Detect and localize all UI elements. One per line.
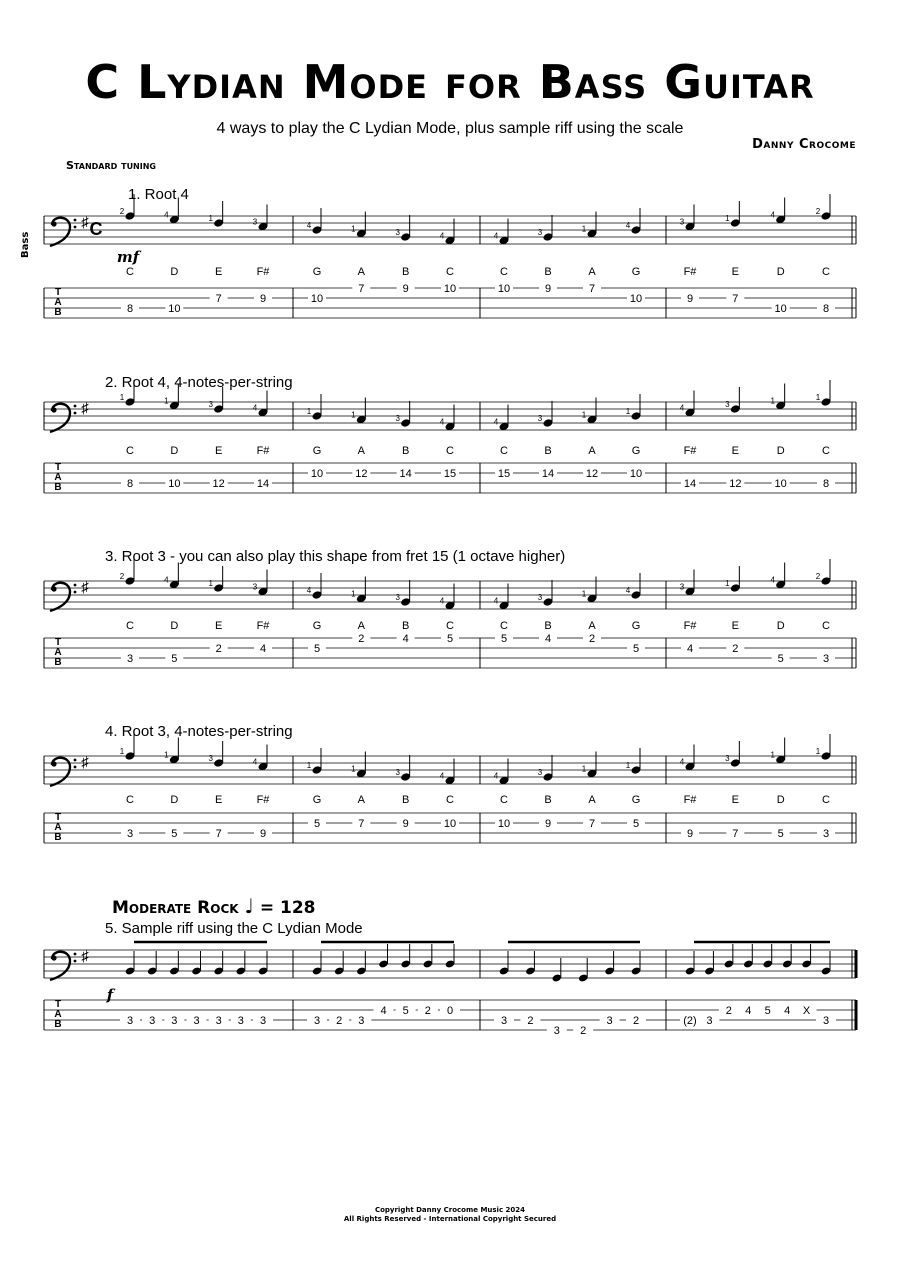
tab-fret-number: 4 <box>259 643 267 655</box>
fingering-number: 4 <box>306 586 312 595</box>
note-name-label: B <box>401 266 410 278</box>
tab-fret-number: 3 <box>822 1015 830 1027</box>
bass-clef-dot <box>74 591 77 594</box>
tab-fret-number: 10 <box>443 283 457 295</box>
fingering-number: 4 <box>770 210 775 220</box>
fingering-number: 4 <box>493 596 499 606</box>
tab-fret-number: 10 <box>497 283 511 295</box>
tab-fret-number: 4 <box>402 633 409 645</box>
note-name-label: A <box>588 266 596 278</box>
tab-fret-number: 4 <box>745 1005 752 1017</box>
fingering-number: 4 <box>439 596 445 606</box>
tab-fret-number: 9 <box>686 828 694 840</box>
tab-fret-number: 9 <box>402 283 409 295</box>
note-name-label: D <box>776 620 785 632</box>
fingering-number: 1 <box>351 764 356 774</box>
tab-fret-number: 5 <box>313 818 321 830</box>
tab-fret-number: 9 <box>544 818 552 830</box>
notation-1 <box>120 194 835 315</box>
fingering-number: 1 <box>306 761 312 770</box>
tab-fret-number: 10 <box>497 818 511 830</box>
note-name-label: F# <box>683 445 697 457</box>
tab-clef-letter: B <box>54 1019 62 1030</box>
fingering-number: 1 <box>119 747 125 756</box>
page-subtitle: 4 ways to play the C Lydian Mode, plus sample riff using the scale <box>216 120 684 137</box>
note-name-label: F# <box>256 794 270 806</box>
section-title-5: 5. Sample riff using the C Lydian Mode <box>105 920 363 937</box>
notation-3 <box>120 559 835 665</box>
tab-fret-number: 2 <box>358 633 365 645</box>
tab-fret-number: 10 <box>443 818 457 830</box>
tab-fret-number: 7 <box>215 293 222 305</box>
section-title-2: 2. Root 4, 4-notes-per-string <box>105 374 293 391</box>
bass-clef-dot <box>74 219 77 222</box>
note-name-label: D <box>170 266 179 278</box>
note-name-label: E <box>731 794 740 806</box>
tab-fret-number: 7 <box>358 283 365 295</box>
note-name-label: C <box>500 794 508 806</box>
note-name-label: E <box>214 794 223 806</box>
fingering-number: 3 <box>395 593 400 602</box>
tab-fret-number: 14 <box>256 478 270 490</box>
note-name-label: C <box>500 620 508 632</box>
fingering-number: 1 <box>581 764 587 774</box>
tab-fret-number: 2 <box>632 1015 640 1027</box>
tab-fret-number: 10 <box>629 468 643 480</box>
note-name-label: E <box>731 445 740 457</box>
note-name-label: F# <box>683 266 697 278</box>
tab-fret-number: 9 <box>544 283 552 295</box>
note-name-label: G <box>312 794 322 806</box>
note-name-label: C <box>126 620 134 632</box>
fingering-number: 4 <box>625 586 631 595</box>
note-name-label: E <box>214 266 223 278</box>
tab-fret-number: 3 <box>149 1015 156 1027</box>
tab-fret-number: 10 <box>774 478 787 490</box>
tab-fret-number: 10 <box>310 293 324 305</box>
tab-clef-letter: A <box>54 1009 62 1020</box>
tab-fret-number: 3 <box>313 1015 321 1027</box>
tab-fret-number: 7 <box>588 283 596 295</box>
tab-fret-number: 3 <box>126 653 134 665</box>
note-name-label: C <box>822 445 830 457</box>
note-name-label: G <box>631 445 641 457</box>
tab-fret-number: 3 <box>500 1015 508 1027</box>
note-name-label: B <box>401 445 410 457</box>
fingering-number: 1 <box>351 589 356 599</box>
tempo-text: Moderate Rock <box>112 898 239 918</box>
tab-fret-number: 7 <box>732 828 739 840</box>
tab-fret-number: 5 <box>777 653 784 665</box>
bass-clef-dot <box>74 412 77 415</box>
dynamic-marking: f <box>106 986 114 1004</box>
note-name-label: E <box>731 620 740 632</box>
fingering-number: 1 <box>164 750 169 760</box>
note-name-label: G <box>631 266 641 278</box>
section-title-4: 4. Root 3, 4-notes-per-string <box>105 723 293 740</box>
fingering-number: 1 <box>725 579 730 588</box>
note-name-label: B <box>544 794 552 806</box>
tab-fret-number: 2 <box>732 643 739 655</box>
note-name-label: C <box>446 620 454 632</box>
tab-fret-number: 7 <box>732 293 739 305</box>
note-name-label: E <box>731 266 740 278</box>
fingering-number: 1 <box>625 407 631 416</box>
fingering-number: 3 <box>537 768 543 777</box>
tab-fret-number: 10 <box>168 303 181 315</box>
quarter-note-icon: ♩ <box>244 894 254 918</box>
fingering-number: 3 <box>252 217 258 227</box>
note-name-label: E <box>214 445 223 457</box>
note-name-label: C <box>822 620 830 632</box>
note-name-label: A <box>588 445 596 457</box>
note-name-label: A <box>588 794 596 806</box>
tab-clef-letter: A <box>54 472 62 483</box>
tab-clef-letter: A <box>54 822 62 833</box>
note-name-label: B <box>401 620 410 632</box>
tab-clef-letter: T <box>54 637 62 648</box>
page-title: C Lydian Mode for Bass Guitar <box>85 55 815 109</box>
note-name-label: B <box>544 266 552 278</box>
fingering-number: 3 <box>537 414 543 423</box>
fingering-number: 4 <box>306 221 312 230</box>
tab-fret-number: 9 <box>686 293 694 305</box>
note-name-label: G <box>312 620 322 632</box>
tuning-label: Standard tuning <box>66 159 156 172</box>
tab-fret-number: 5 <box>777 828 784 840</box>
tab-fret-number: 3 <box>237 1015 244 1027</box>
common-time-icon: C <box>89 219 103 239</box>
note-name-label: B <box>544 620 552 632</box>
fingering-number: 1 <box>815 747 821 756</box>
tab-fret-number: 10 <box>629 293 643 305</box>
bass-clef-dot <box>74 766 77 769</box>
tab-fret-number: 12 <box>585 468 599 480</box>
tab-clef-letter: B <box>54 307 62 318</box>
tab-fret-number: 12 <box>212 478 225 490</box>
fingering-number: 1 <box>306 407 312 416</box>
fingering-number: 3 <box>725 754 730 763</box>
fingering-number: 4 <box>493 231 499 241</box>
section-title-1: 1. Root 4 <box>128 186 189 203</box>
tab-fret-number: 14 <box>541 468 555 480</box>
note-name-label: D <box>776 266 785 278</box>
fingering-number: 1 <box>770 396 775 406</box>
tab-fret-number: 10 <box>774 303 787 315</box>
fingering-number: 4 <box>679 757 685 767</box>
fingering-number: 2 <box>815 572 821 581</box>
tab-fret-number: 9 <box>259 828 267 840</box>
dynamic-marking: mf <box>116 248 140 266</box>
note-name-label: A <box>357 620 366 632</box>
note-name-label: C <box>500 266 508 278</box>
copyright-line-2: All Rights Reserved - International Copyright Secured <box>343 1215 557 1223</box>
tab-fret-number: 8 <box>126 303 134 315</box>
note-name-label: F# <box>683 794 697 806</box>
fingering-number: 4 <box>252 757 258 767</box>
composer-name: Danny Crocome <box>752 137 856 152</box>
note-name-label: C <box>500 445 508 457</box>
tab-fret-number: 3 <box>171 1015 178 1027</box>
note-name-label: C <box>446 445 454 457</box>
fingering-number: 3 <box>537 593 543 602</box>
fingering-number: 4 <box>164 575 169 585</box>
fingering-number: 2 <box>815 207 821 216</box>
tab-fret-number: 8 <box>126 478 134 490</box>
tab-fret-number: 8 <box>822 303 830 315</box>
tab-fret-number: 2 <box>580 1025 587 1037</box>
tab-clef-letter: T <box>54 287 62 298</box>
fingering-number: 3 <box>395 228 400 237</box>
note-name-label: A <box>357 445 366 457</box>
note-name-label: G <box>312 266 322 278</box>
bass-clef-dot <box>74 960 77 963</box>
note-name-label: A <box>357 266 366 278</box>
tab-fret-number: 3 <box>822 828 830 840</box>
fingering-number: 2 <box>119 207 125 216</box>
tab-fret-number: 15 <box>497 468 511 480</box>
fingering-number: 4 <box>439 231 445 241</box>
tab-fret-number: 15 <box>443 468 457 480</box>
fingering-number: 1 <box>351 410 356 420</box>
sharp-key-signature-icon: ♯ <box>81 754 89 771</box>
tab-fret-number: 3 <box>706 1015 713 1027</box>
bass-clef-dot <box>74 584 77 587</box>
tab-fret-number: 4 <box>686 643 694 655</box>
fingering-number: 4 <box>625 221 631 230</box>
tab-fret-number: 7 <box>588 818 596 830</box>
fingering-number: 1 <box>164 396 169 406</box>
tab-fret-number: 5 <box>632 643 640 655</box>
tab-fret-number: 8 <box>822 478 830 490</box>
tab-fret-number: X <box>802 1005 811 1017</box>
tab-fret-number: 5 <box>171 828 178 840</box>
fingering-number: 1 <box>119 393 125 402</box>
tab-clef-letter: A <box>54 297 62 308</box>
tab-fret-number: 14 <box>683 478 697 490</box>
tab-clef-letter: T <box>54 999 62 1010</box>
fingering-number: 4 <box>164 210 169 220</box>
bass-clef-icon <box>51 407 56 412</box>
notation-riff <box>120 942 836 1037</box>
fingering-number: 4 <box>493 417 499 427</box>
tab-clef-letter: B <box>54 482 62 493</box>
bass-clef-icon <box>51 221 56 226</box>
note-name-label: G <box>631 620 641 632</box>
tab-fret-number: 9 <box>259 293 267 305</box>
note-name-label: E <box>214 620 223 632</box>
fingering-number: 3 <box>395 768 400 777</box>
section-title-3: 3. Root 3 - you can also play this shape from fret 15 (1 octave higher) <box>105 548 566 565</box>
fingering-number: 1 <box>770 750 775 760</box>
fingering-number: 3 <box>395 414 400 423</box>
tab-fret-number: 3 <box>126 828 134 840</box>
fingering-number: 1 <box>208 579 213 588</box>
tab-fret-number: 0 <box>446 1005 454 1017</box>
tab-fret-number: 10 <box>310 468 324 480</box>
fingering-number: 1 <box>581 589 587 599</box>
note-name-label: C <box>126 445 134 457</box>
tab-fret-number: 4 <box>784 1005 791 1017</box>
tab-fret-number: 2 <box>527 1015 534 1027</box>
tab-fret-number: 7 <box>358 818 365 830</box>
tab-fret-number: 5 <box>402 1005 409 1017</box>
tab-fret-number: 2 <box>424 1005 431 1017</box>
note-name-label: A <box>357 794 366 806</box>
tab-fret-number: 5 <box>764 1005 771 1017</box>
tempo-value: = 128 <box>259 898 316 918</box>
tab-fret-number: 12 <box>729 478 742 490</box>
note-name-label: F# <box>256 445 270 457</box>
tab-fret-number: 3 <box>193 1015 200 1027</box>
bass-clef-icon <box>51 761 56 766</box>
note-name-label: B <box>401 794 410 806</box>
bass-clef-dot <box>74 226 77 229</box>
tab-fret-number: 14 <box>399 468 412 480</box>
note-name-label: D <box>776 445 785 457</box>
notation-4 <box>120 734 835 840</box>
fingering-number: 1 <box>581 410 587 420</box>
instrument-label: Bass <box>20 231 31 258</box>
tab-clef-letter: T <box>54 462 62 473</box>
tab-fret-number: 3 <box>126 1015 134 1027</box>
fingering-number: 3 <box>537 228 543 237</box>
bass-clef-icon <box>51 586 56 591</box>
tab-fret-number: 2 <box>215 643 222 655</box>
tab-clef-letter: B <box>54 657 62 668</box>
bass-clef-icon <box>51 955 56 960</box>
tab-fret-number: 3 <box>215 1015 222 1027</box>
tab-clef-letter: B <box>54 832 62 843</box>
tab-fret-number: 5 <box>313 643 321 655</box>
tab-fret-number: 2 <box>588 633 596 645</box>
tab-fret-number: 5 <box>446 633 454 645</box>
fingering-number: 3 <box>208 754 213 763</box>
note-name-label: C <box>446 794 454 806</box>
note-name-label: A <box>588 620 596 632</box>
tab-fret-number: 7 <box>215 828 222 840</box>
tab-clef-letter: T <box>54 812 62 823</box>
fingering-number: 4 <box>493 771 499 781</box>
tab-fret-number: 5 <box>632 818 640 830</box>
fingering-number: 1 <box>351 224 356 234</box>
fingering-number: 3 <box>208 400 213 409</box>
fingering-number: 3 <box>679 217 685 227</box>
sharp-key-signature-icon: ♯ <box>81 579 89 596</box>
note-name-label: C <box>126 794 134 806</box>
copyright-line-1: Copyright Danny Crocome Music 2024 <box>374 1206 526 1214</box>
fingering-number: 4 <box>439 417 445 427</box>
fingering-number: 1 <box>815 393 821 402</box>
fingering-number: 2 <box>119 572 125 581</box>
note-name-label: F# <box>256 620 270 632</box>
tab-fret-number: 5 <box>171 653 178 665</box>
note-name-label: D <box>170 445 179 457</box>
note-name-label: G <box>312 445 322 457</box>
note-name-label: F# <box>683 620 697 632</box>
fingering-number: 3 <box>725 400 730 409</box>
fingering-number: 1 <box>725 214 730 223</box>
tab-fret-number: 10 <box>168 478 181 490</box>
tab-fret-number: 2 <box>725 1005 732 1017</box>
fingering-number: 4 <box>252 403 258 413</box>
fingering-number: 4 <box>679 403 685 413</box>
tab-fret-number: 3 <box>606 1015 613 1027</box>
tab-fret-number: (2) <box>683 1015 697 1027</box>
tab-fret-number: 4 <box>380 1005 387 1017</box>
fingering-number: 1 <box>625 761 631 770</box>
notation-2 <box>120 380 835 490</box>
note-name-label: C <box>126 266 134 278</box>
tab-fret-number: 3 <box>822 653 830 665</box>
note-name-label: D <box>170 794 179 806</box>
fingering-number: 3 <box>679 582 685 592</box>
fingering-number: 4 <box>439 771 445 781</box>
fingering-number: 1 <box>581 224 587 234</box>
tab-fret-number: 12 <box>355 468 368 480</box>
tab-fret-number: 9 <box>402 818 409 830</box>
tab-clef-letter: A <box>54 647 62 658</box>
sharp-key-signature-icon: ♯ <box>81 948 89 965</box>
tab-fret-number: 3 <box>358 1015 365 1027</box>
note-name-label: G <box>631 794 641 806</box>
tab-fret-number: 4 <box>544 633 552 645</box>
tab-fret-number: 2 <box>336 1015 343 1027</box>
bass-clef-dot <box>74 759 77 762</box>
sharp-key-signature-icon: ♯ <box>81 400 89 417</box>
fingering-number: 3 <box>252 582 258 592</box>
note-name-label: C <box>446 266 454 278</box>
bass-clef-dot <box>74 405 77 408</box>
bass-clef-dot <box>74 953 77 956</box>
sharp-key-signature-icon: ♯ <box>81 214 89 231</box>
note-name-label: D <box>170 620 179 632</box>
tab-fret-number: 3 <box>259 1015 267 1027</box>
note-name-label: D <box>776 794 785 806</box>
note-name-label: C <box>822 794 830 806</box>
fingering-number: 1 <box>208 214 213 223</box>
note-name-label: F# <box>256 266 270 278</box>
note-name-label: C <box>822 266 830 278</box>
note-name-label: B <box>544 445 552 457</box>
fingering-number: 4 <box>770 575 775 585</box>
tab-fret-number: 3 <box>553 1025 560 1037</box>
tab-fret-number: 5 <box>500 633 508 645</box>
